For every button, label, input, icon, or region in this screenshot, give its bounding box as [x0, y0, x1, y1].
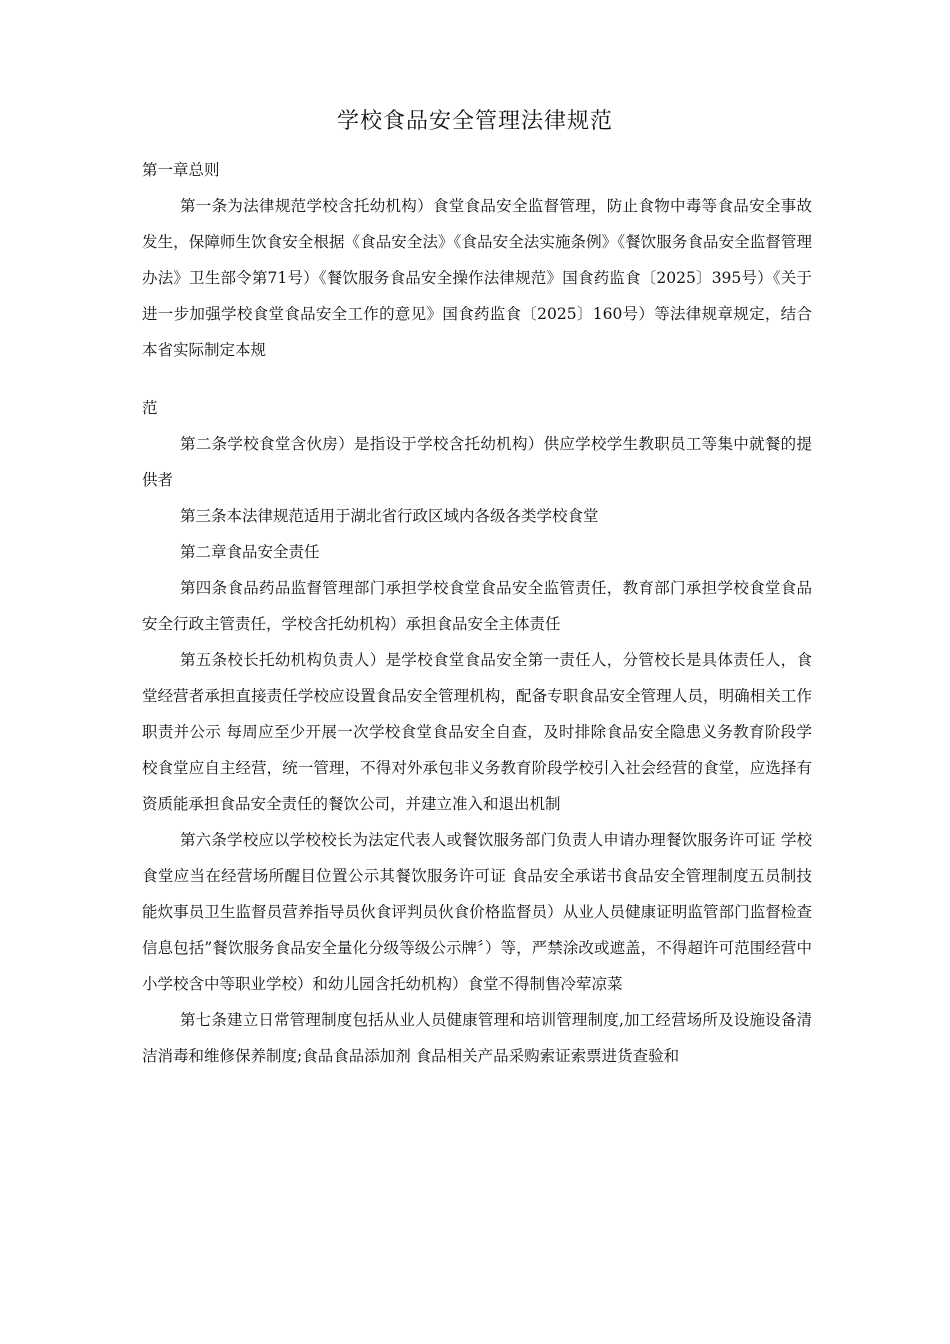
article-2: 第二条学校食堂含伙房）是指设于学校含托幼机构）供应学校学生教职员工等集中就餐的提供者 — [142, 435, 812, 489]
chapter-heading-2: 第二章食品安全责任 — [180, 543, 320, 561]
document-title: 学校食品安全管理法律规范 — [336, 109, 613, 134]
article-6: 第六条学校应以学校校长为法定代表人或餐饮服务部门负责人申请办理餐饮服务许可证 学校食堂应当在经营场所醒目位置公示其餐饮服务许可证 食品安全承诺书食品安全管理制度五员制技能炊事员卫生监督员营养指导员伙食评判员伙食价格监督员）从业人员健康证明监管部门监督检查信息包括”餐饮服务食品安全量化分级等级公示牌〞）等，严禁涂改或遮盖，不得超许可范围经营中小学校含中等职业学校）和幼儿园含托幼机构）食堂不得制售冷荤凉菜 — [142, 831, 812, 993]
article-3: 第三条本法律规范适用于湖北省行政区域内各级各类学校食堂 — [180, 507, 599, 525]
article-4: 第四条食品药品监督管理部门承担学校食堂食品安全监管责任，教育部门承担学校食堂食品安全行政主管责任，学校含托幼机构）承担食品安全主体责任 — [142, 579, 812, 633]
document-body — [142, 152, 812, 1074]
article-5: 第五条校长托幼机构负责人）是学校食堂食品安全第一责任人，分管校长是具体责任人，食堂经营者承担直接责任学校应设置食品安全管理机构，配备专职食品安全管理人员，明确相关工作职责并公示 每周应至少开展一次学校食堂食品安全自查，及时排除食品安全隐患义务教育阶段学校食堂应自主经营，统一管理，不得对外承包非义务教育阶段学校引入社会经营的食堂，应选择有资质能承担食品安全责任的餐饮公司，并建立准入和退出机制 — [142, 651, 812, 813]
article-7: 第七条建立日常管理制度包括从业人员健康管理和培训管理制度,加工经营场所及设施设备清洁消毒和维修保养制度;食品食品添加剂 食品相关产品采购索证索票进货查验和 — [142, 1011, 812, 1065]
article-1: 第一条为法律规范学校含托幼机构）食堂食品安全监督管理，防止食物中毒等食品安全事故发生，保障师生饮食安全根据《食品安全法》《食品安全法实施条例》《餐饮服务食品安全监督管理办法》卫生部令第71号）《餐饮服务食品安全操作法律规范》国食药监食〔2025〕395号）《关于进一步加强学校食堂食品安全工作的意见》国食药监食〔2025〕160号）等法律规章规定，结合本省实际制定本规 — [142, 197, 812, 359]
article-1-tail: 范 — [142, 399, 158, 417]
chapter-heading-1: 第一章总则 — [142, 161, 220, 179]
spacer — [142, 368, 812, 390]
